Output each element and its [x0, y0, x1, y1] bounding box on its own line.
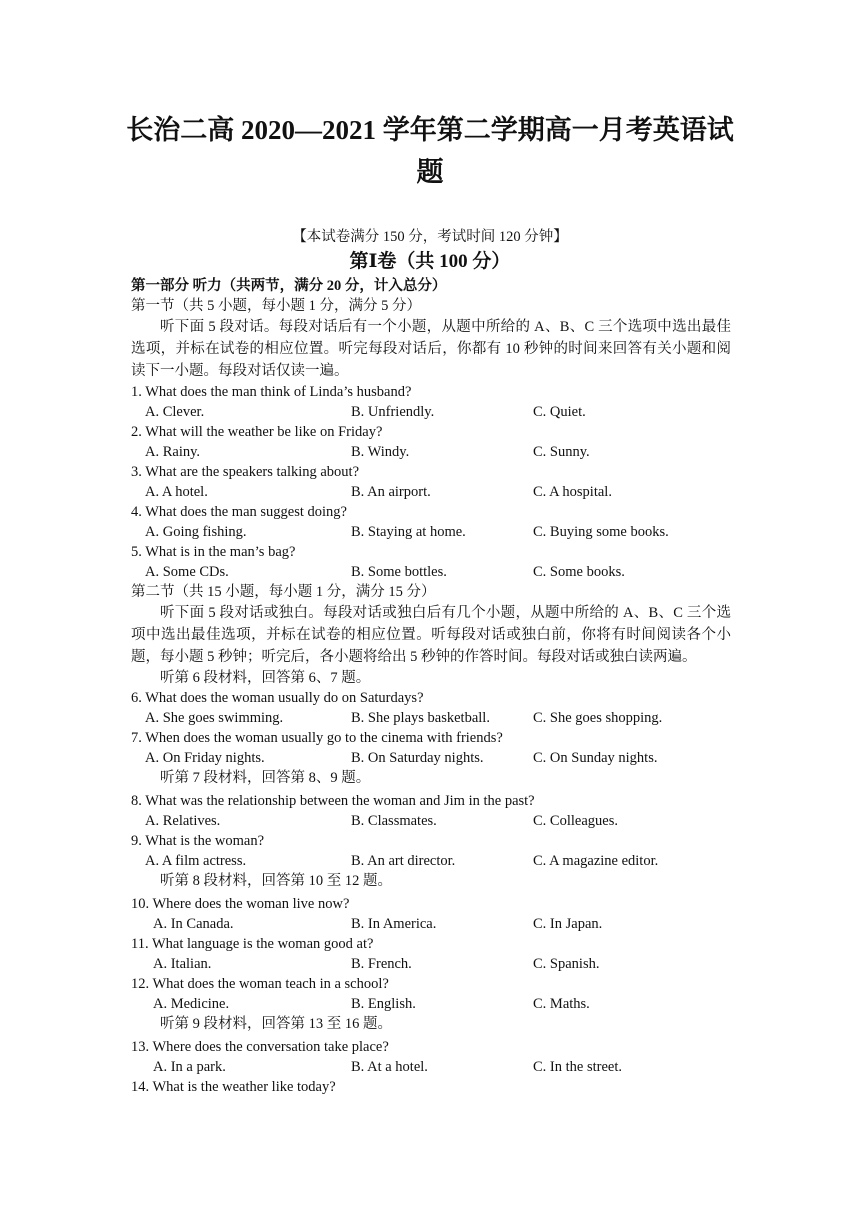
- option-b: B. On Saturday nights.: [351, 750, 484, 766]
- option-a: A. Going fishing.: [145, 524, 247, 540]
- options-row: [131, 954, 731, 974]
- option-c: C. A magazine editor.: [533, 853, 659, 869]
- question: 10. Where does the woman live now?: [131, 896, 350, 912]
- question: 12. What does the woman teach in a school?: [131, 976, 389, 992]
- question: 4. What does the man suggest doing?: [131, 504, 347, 520]
- question: 11. What language is the woman good at?: [131, 936, 374, 952]
- option-b: B. In America.: [351, 916, 437, 932]
- option-c: C. In Japan.: [533, 916, 603, 932]
- exam-note: 【本试卷满分 150 分，考试时间 120 分钟】: [292, 229, 568, 245]
- options-row: [131, 1057, 731, 1077]
- question: 9. What is the woman?: [131, 833, 265, 849]
- section-heading: 第二节（共 15 小题，每小题 1 分，满分 15 分）: [131, 584, 436, 600]
- option-a: A. A film actress.: [145, 853, 247, 869]
- exam-title-continued: 题: [416, 157, 444, 187]
- section-instructions: 听下面 5 段对话。每段对话后有一个小题，从题中所给的 A、B、C 三个选项中选出最佳选项，并标在试卷的相应位置。听完每段对话后，你都有 10 秒钟的时间来回答有关小题和阅读下一小题。每段对话仅读一遍。: [131, 319, 731, 379]
- question: 1. What does the man think of Linda’s husband?: [131, 384, 412, 400]
- option-b: B. Staying at home.: [351, 524, 466, 540]
- option-b: B. She plays basketball.: [351, 710, 490, 726]
- question: 13. Where does the conversation take place?: [131, 1039, 389, 1055]
- section-instructions: 听下面 5 段对话或独白。每段对话或独白后有几个小题，从题中所给的 A、B、C 三个选项中选出最佳选项，并标在试卷的相应位置。听每段对话或独白前，你将有时间阅读各个小题，每小题 5 秒钟；听完后，各小题将给出 5 秒钟的作答时间。每段对话或独白读两遍。: [131, 605, 731, 665]
- exam-content: [131, 276, 731, 1097]
- option-c: C. She goes shopping.: [533, 710, 663, 726]
- option-c: C. A hospital.: [533, 484, 612, 500]
- options-row: [131, 708, 731, 728]
- material-note: 听第 9 段材料，回答第 13 至 16 题。: [160, 1016, 392, 1032]
- question: 8. What was the relationship between the woman and Jim in the past?: [131, 793, 535, 809]
- options-row: [131, 811, 731, 831]
- options-row: [131, 402, 731, 422]
- option-c: C. Spanish.: [533, 956, 600, 972]
- option-a: A. Some CDs.: [145, 564, 229, 580]
- option-c: C. Sunny.: [533, 444, 590, 460]
- option-c: C. Quiet.: [533, 404, 586, 420]
- option-b: B. At a hotel.: [351, 1059, 428, 1075]
- option-b: B. Some bottles.: [351, 564, 447, 580]
- option-a: A. On Friday nights.: [145, 750, 265, 766]
- option-a: A. She goes swimming.: [145, 710, 284, 726]
- options-row: [131, 562, 731, 582]
- options-row: [131, 851, 731, 871]
- question: 6. What does the woman usually do on Saturdays?: [131, 690, 424, 706]
- volume-heading: 第Ⅰ卷（共 100 分）: [349, 251, 511, 272]
- options-row: [131, 748, 731, 768]
- options-row: [131, 442, 731, 462]
- option-a: A. A hotel.: [145, 484, 208, 500]
- option-a: A. Rainy.: [145, 444, 201, 460]
- option-b: B. An airport.: [351, 484, 431, 500]
- option-b: B. An art director.: [351, 853, 456, 869]
- option-c: C. Colleagues.: [533, 813, 618, 829]
- options-row: [131, 914, 731, 934]
- options-row: [131, 522, 731, 542]
- question: 5. What is in the man’s bag?: [131, 544, 296, 560]
- option-c: C. Buying some books.: [533, 524, 669, 540]
- option-c: C. In the street.: [533, 1059, 622, 1075]
- question: 7. When does the woman usually go to the cinema with friends?: [131, 730, 503, 746]
- option-a: A. In a park.: [153, 1059, 226, 1075]
- question: 14. What is the weather like today?: [131, 1079, 336, 1095]
- options-row: [131, 994, 731, 1014]
- material-note: 听第 7 段材料，回答第 8、9 题。: [160, 770, 371, 786]
- option-c: C. Some books.: [533, 564, 625, 580]
- option-b: B. Unfriendly.: [351, 404, 435, 420]
- exam-title: 长治二高 2020—2021 学年第二学期高一月考英语试: [126, 115, 734, 145]
- option-b: B. Classmates.: [351, 813, 437, 829]
- part-heading: 第一部分 听力（共两节，满分 20 分，计入总分）: [131, 278, 447, 294]
- material-note: 听第 6 段材料，回答第 6、7 题。: [160, 670, 371, 686]
- material-note: 听第 8 段材料，回答第 10 至 12 题。: [160, 873, 392, 889]
- option-c: C. On Sunday nights.: [533, 750, 658, 766]
- question: 3. What are the speakers talking about?: [131, 464, 360, 480]
- option-a: A. Clever.: [145, 404, 205, 420]
- option-a: A. Italian.: [153, 956, 212, 972]
- option-a: A. In Canada.: [153, 916, 234, 932]
- option-a: A. Relatives.: [145, 813, 221, 829]
- option-c: C. Maths.: [533, 996, 590, 1012]
- options-row: [131, 482, 731, 502]
- option-b: B. French.: [351, 956, 412, 972]
- question: 2. What will the weather be like on Friday?: [131, 424, 383, 440]
- section-heading: 第一节（共 5 小题，每小题 1 分，满分 5 分）: [131, 298, 421, 314]
- option-a: A. Medicine.: [153, 996, 230, 1012]
- option-b: B. Windy.: [351, 444, 410, 460]
- option-b: B. English.: [351, 996, 416, 1012]
